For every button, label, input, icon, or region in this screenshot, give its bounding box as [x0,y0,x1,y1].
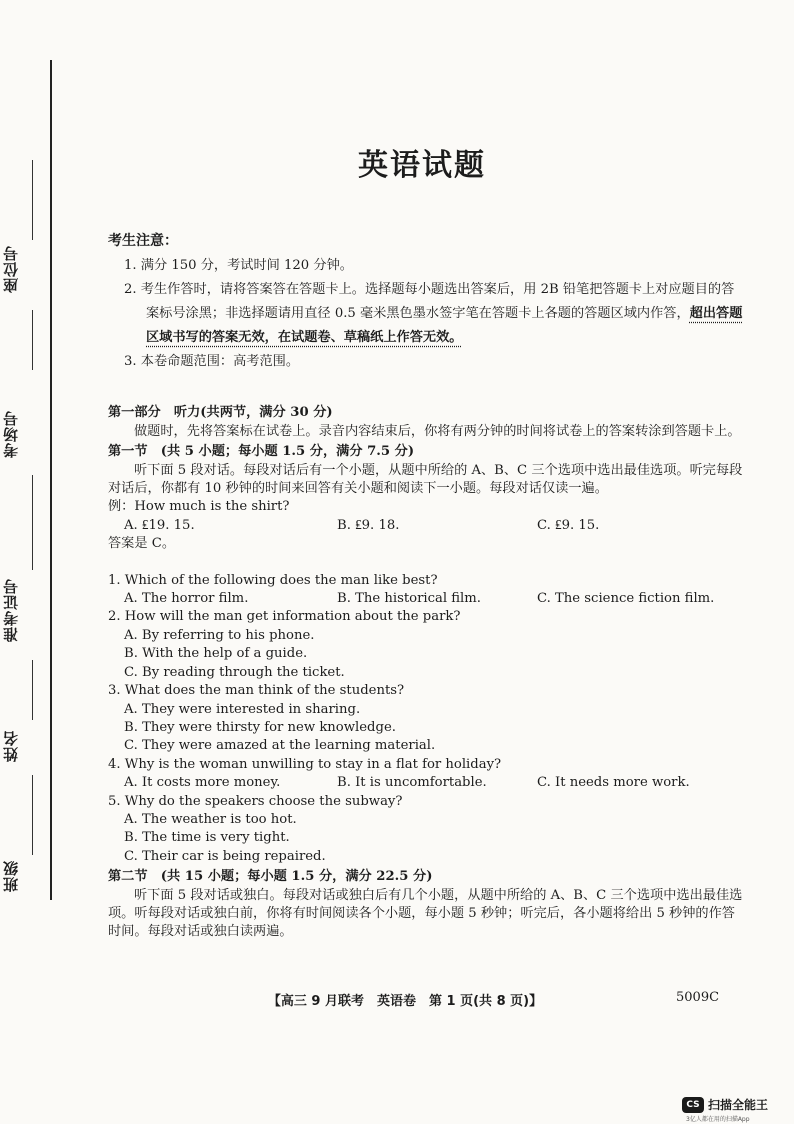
q5-option-b: B. The time is very tight. [124,830,290,846]
section1-intro: 听下面 5 段对话。每段对话后有一个小题，从题中所给的 A、B、C 三个选项中选出最佳选项。听完每段对话后，你都有 10 秒钟的时间来回答有关小题和阅读下一小题。每段对话仅读一遍。 [108,462,743,497]
question-4-options [108,774,744,792]
part1-intro: 做题时，先将答案标在试卷上。录音内容结束后，你将有两分钟的时间将试卷上的答案转涂到答题卡上。 [134,423,741,439]
footer-page-info: 【高三 9 月联考 英语卷 第 1 页(共 8 页)】 [267,994,543,1009]
notice-heading: 考生注意： [108,233,178,249]
example-question: 例：How much is the shirt? [108,499,290,515]
q5-option-c: C. Their car is being repaired. [124,848,326,864]
seat-number-blank-lower [32,310,33,370]
section1-heading: 第一节 (共 5 小题；每小题 1.5 分，满分 7.5 分) [108,444,415,460]
question-3: 3. What does the man think of the students? [108,683,405,699]
example-answer: 答案是 C。 [108,536,176,552]
q3-option-b: B. They were thirsty for new knowledge. [124,719,396,735]
example-option-b: B. ₤9. 18. [337,517,400,533]
section2-intro: 听下面 5 段对话或独白。每段对话或独白后有几个小题，从题中所给的 A、B、C 三个选项中选出最佳选项。听每段对话或独白前，你将有时间阅读各个小题，每小题 5 秒钟；听完后，各小题将给出 5 秒钟的作答时间。每段对话或独白读两遍。 [108,887,743,940]
q1-option-a: A. The horror film. [124,591,249,607]
question-4: 4. Why is the woman unwilling to stay in a flat for holiday? [108,756,502,772]
binding-line [50,60,52,900]
class-label: 班级 [2,860,20,892]
q3-option-a: A. They were interested in sharing. [124,701,361,717]
question-1: 1. Which of the following does the man like best? [108,572,438,588]
scanner-logo-icon: CS [682,1097,704,1113]
question-5: 5. Why do the speakers choose the subway? [108,793,403,809]
exam-room-blank [32,475,33,570]
scanner-brand: 扫描全能王 [708,1098,769,1112]
example-option-c: C. ₤9. 15. [537,517,600,533]
q4-option-c: C. It needs more work. [537,775,690,791]
name-blank [32,775,33,855]
part1-heading: 第一部分 听力(共两节，满分 30 分) [108,405,333,421]
q3-option-c: C. They were amazed at the learning material. [124,738,436,754]
q1-option-b: B. The historical film. [337,591,481,607]
exam-room-label: 考场号 [2,410,20,458]
ticket-number-blank [32,660,33,720]
section2-heading: 第二节 (共 15 小题；每小题 1.5 分，满分 22.5 分) [108,869,433,885]
q5-option-a: A. The weather is too hot. [124,811,297,827]
notice-item-3: 3. 本卷命题范围：高考范围。 [124,354,300,370]
q4-option-b: B. It is uncomfortable. [337,775,487,791]
notice-item-1: 1. 满分 150 分，考试时间 120 分钟。 [124,258,353,274]
exam-title: 英语试题 [358,148,486,183]
ticket-number-label: 准考证号 [2,578,20,642]
notice-item-2-text: 2. 考生作答时，请将答案答在答题卡上。选择题每小题选出答案后，用 2B 铅笔把答题卡上对应题目的答案标号涂黑；非选择题请用直径 0.5 毫米黑色墨水签字笔在答题卡上各题的答题区域内作答， [124,282,735,322]
question-1-options [108,590,744,608]
example-options [108,517,744,535]
example-option-a: A. ₤19. 15. [124,517,195,533]
notice-item-2-emphasis: 超出答题区域书写的答案无效，在试题卷、草稿纸上作答无效。 [146,306,743,346]
q2-option-a: A. By referring to his phone. [124,627,315,643]
notice-item-2 [108,278,744,350]
footer-paper-code: 5009C [676,990,720,1005]
q4-option-a: A. It costs more money. [124,775,281,791]
question-2: 2. How will the man get information about the park? [108,609,461,625]
exam-content [108,232,744,942]
q1-option-c: C. The science fiction film. [537,591,715,607]
name-label: 姓名 [2,730,20,762]
q2-option-c: C. By reading through the ticket. [124,664,345,680]
q2-option-b: B. With the help of a guide. [124,646,308,662]
scanner-watermark [682,1096,768,1113]
seat-number-label: 座位号 [2,245,20,293]
scanner-tagline: 3亿人都在用的扫描App [686,1116,750,1123]
